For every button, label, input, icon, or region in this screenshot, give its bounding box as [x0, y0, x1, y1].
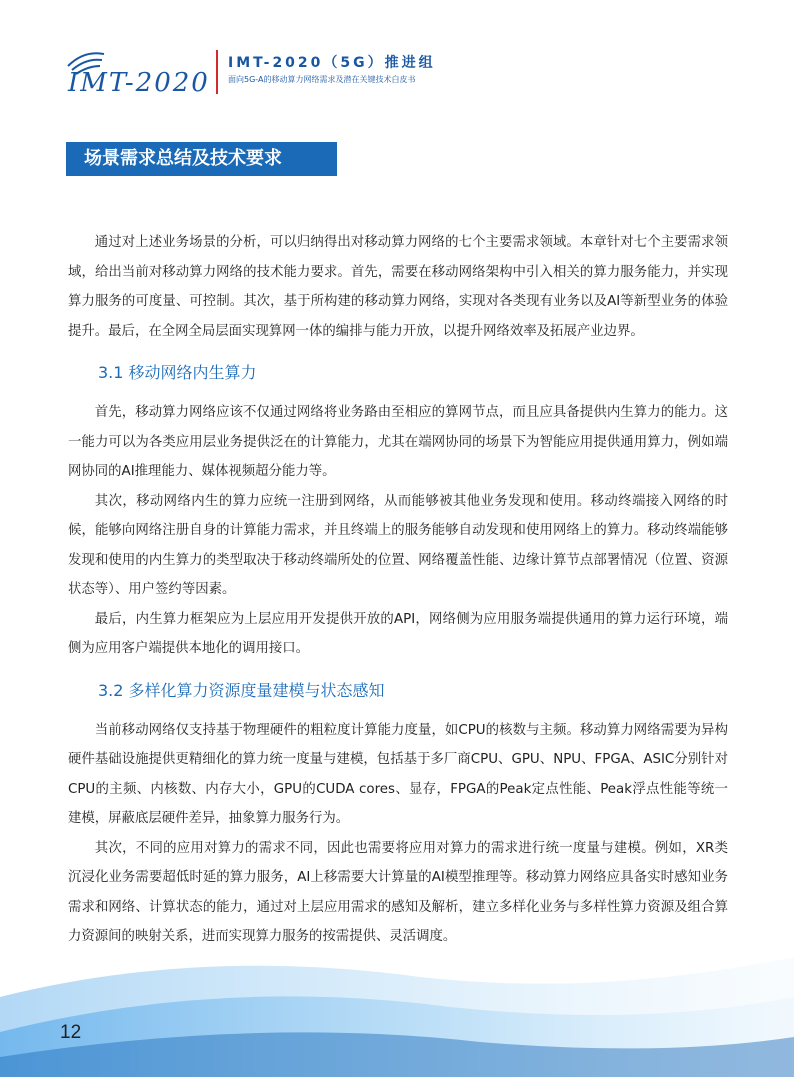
body-paragraph: 最后，内生算力框架应为上层应用开发提供开放的API，网络侧为应用服务端提供通用的算力运行环境，端侧为应用客户端提供本地化的调用接口。: [68, 611, 728, 656]
page-number: 12: [60, 1022, 82, 1043]
body-paragraph: 当前移动网络仅支持基于物理硬件的粗粒度计算能力度量，如CPU的核数与主频。移动算力网络需要为异构硬件基础设施提供更精细化的算力统一度量与建模，包括基于多厂商CPU、GPU、NPU、FPGA、ASIC分别针对CPU的主频、内核数、内存大小，GPU的CUDA cores、显存，FPGA的Peak定点性能、Peak浮点性能等统一建模，屏蔽底层硬件差异，抽象算力服务行为。: [68, 722, 728, 826]
body-paragraph: 其次，移动网络内生的算力应统一注册到网络，从而能够被其他业务发现和使用。移动终端接入网络的时候，能够向网络注册自身的计算能力需求，并且终端上的服务能够自动发现和使用网络上的算力。移动终端能够发现和使用的内生算力的类型取决于移动终端所处的位置、网络覆盖性能、边缘计算节点部署情况（位置、资源状态等）、用户签约等因素。: [68, 493, 728, 597]
chapter-title: 场景需求总结及技术要求: [66, 142, 337, 176]
page-header: [64, 44, 764, 100]
section-heading-3-1: 3.1 移动网络内生算力: [98, 363, 257, 382]
logo-text: IMT-2020: [68, 68, 210, 98]
decorative-wave: [0, 937, 794, 1077]
body-paragraph: 首先，移动算力网络应该不仅通过网络将业务路由至相应的算网节点，而且应具备提供内生算力的能力。这一能力可以为各类应用层业务提供泛在的计算能力，尤其在端网协同的场景下为智能应用提供通用算力，例如端网协同的AI推理能力、媒体视频超分能力等。: [68, 405, 728, 479]
imt2020-logo: [64, 48, 214, 96]
header-divider: [216, 50, 218, 94]
section-heading-3-2: 3.2 多样化算力资源度量建模与状态感知: [98, 680, 385, 700]
intro-paragraph: 通过对上述业务场景的分析，可以归纳得出对移动算力网络的七个主要需求领域。本章针对七个主要需求领域，给出当前对移动算力网络的技术能力要求。首先，需要在移动网络架构中引入相关的算力服务能力，并实现算力服务的可度量、可控制。其次，基于所构建的移动算力网络，实现对各类现有业务以及AI等新型业务的体验提升。最后，在全网全局层面实现算网一体的编排与能力开放，以提升网络效率及拓展产业边界。: [68, 235, 728, 339]
body-paragraph: 其次，不同的应用对算力的需求不同，因此也需要将应用对算力的需求进行统一度量与建模。例如，XR类沉浸化业务需要超低时延的算力服务，AI上移需要大计算量的AI模型推理等。移动算力网络应具备实时感知业务需求和网络、计算状态的能力，通过对上层应用需求的感知及解析，建立多样化业务与多样性算力资源及组合算力资源间的映射关系，进而实现算力服务的按需提供、灵活调度。: [68, 840, 728, 944]
org-title: IMT-2020（5G）推进组: [228, 55, 436, 71]
document-subtitle: 面向5G-A的移动算力网络需求及潜在关键技术白皮书: [228, 75, 416, 84]
page-body: [68, 228, 728, 952]
